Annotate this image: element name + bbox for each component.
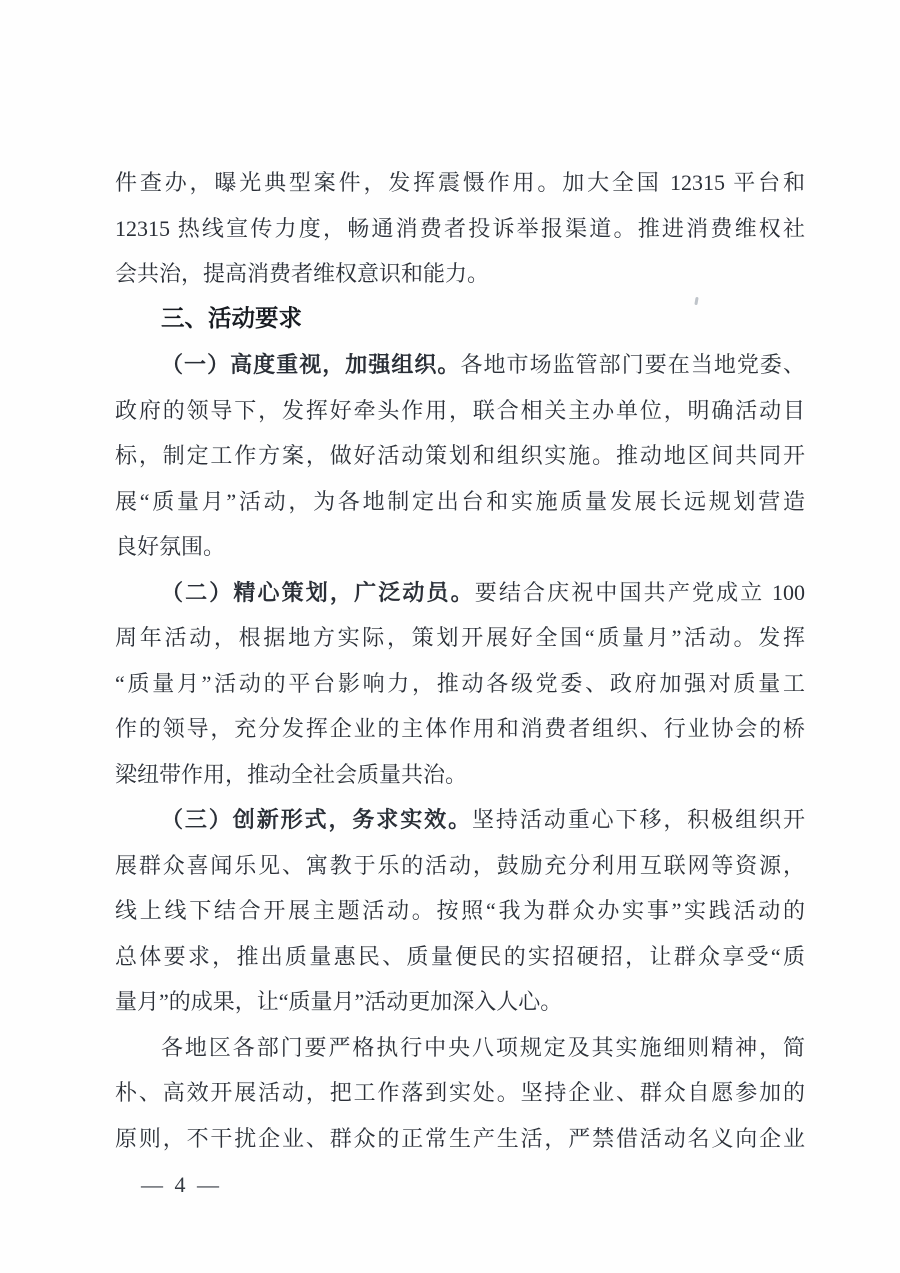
text-line: 展群众喜闻乐见、寓教于乐的活动，鼓励充分利用互联网等资源， (115, 852, 805, 878)
text-line: 朴、高效开展活动，把工作落到实处。坚持企业、群众自愿参加的 (115, 1080, 805, 1105)
text-line: 政府的领导下，发挥好牵头作用，联合相关主办单位，明确活动目 (115, 397, 805, 423)
text-line: 12315 热线宣传力度，畅通消费者投诉举报渠道。推进消费维权社 (115, 215, 805, 241)
text-line (115, 570, 805, 616)
text-line: 作的领导，充分发挥企业的主体作用和消费者组织、行业协会的桥 (115, 716, 805, 741)
paragraph-text: 各地市场监管部门要在当地党委、 (460, 352, 805, 377)
text-line: “质量月”活动的平台影响力，推动各级党委、政府加强对质量工 (115, 670, 805, 696)
paragraph-lead: （一）高度重视，加强组织。 (161, 352, 461, 377)
text-line: 各地区各部门要严格执行中央八项规定及其实施细则精神，简 (161, 1034, 805, 1060)
text-line: 展“质量月”活动，为各地制定出台和实施质量发展长远规划营造 (115, 488, 805, 514)
paragraph-text: 坚持活动重心下移，积极组织开 (472, 807, 805, 832)
paragraph-lead: （二）精心策划，广泛动员。 (161, 579, 475, 605)
text-line: 梁纽带作用，推动全社会质量共治。 (115, 761, 468, 787)
section-heading: 三、活动要求 (161, 305, 302, 332)
text-line: 周年活动，根据地方实际，策划开展好全国“质量月”活动。发挥 (115, 625, 805, 650)
document-body (115, 160, 805, 1161)
text-line: 量月”的成果，让“质量月”活动更加深入人心。 (115, 989, 563, 1014)
text-line (115, 342, 805, 388)
text-line: 线上线下结合开展主题活动。按照“我为群众办实事”实践活动的 (115, 898, 805, 923)
text-line: 总体要求，推出质量惠民、质量便民的实招硬招，让群众享受“质 (115, 943, 805, 969)
page-number: — 4 — (141, 1172, 222, 1197)
text-line: 良好氛围。 (115, 534, 226, 559)
text-line: 原则，不干扰企业、群众的正常生产生活，严禁借活动名义向企业 (115, 1125, 805, 1151)
text-line: 会共治，提高消费者维权意识和能力。 (115, 261, 490, 286)
paragraph-lead: （三）创新形式，务求实效。 (161, 807, 472, 832)
text-line: 标，制定工作方案，做好活动策划和组织实施。推动地区间共同开 (115, 443, 805, 468)
text-line (115, 797, 805, 843)
text-line: 件查办，曝光典型案件，发挥震慑作用。加大全国 12315 平台和 (115, 170, 805, 195)
paragraph-text: 要结合庆祝中国共产党成立 100 (474, 579, 805, 605)
